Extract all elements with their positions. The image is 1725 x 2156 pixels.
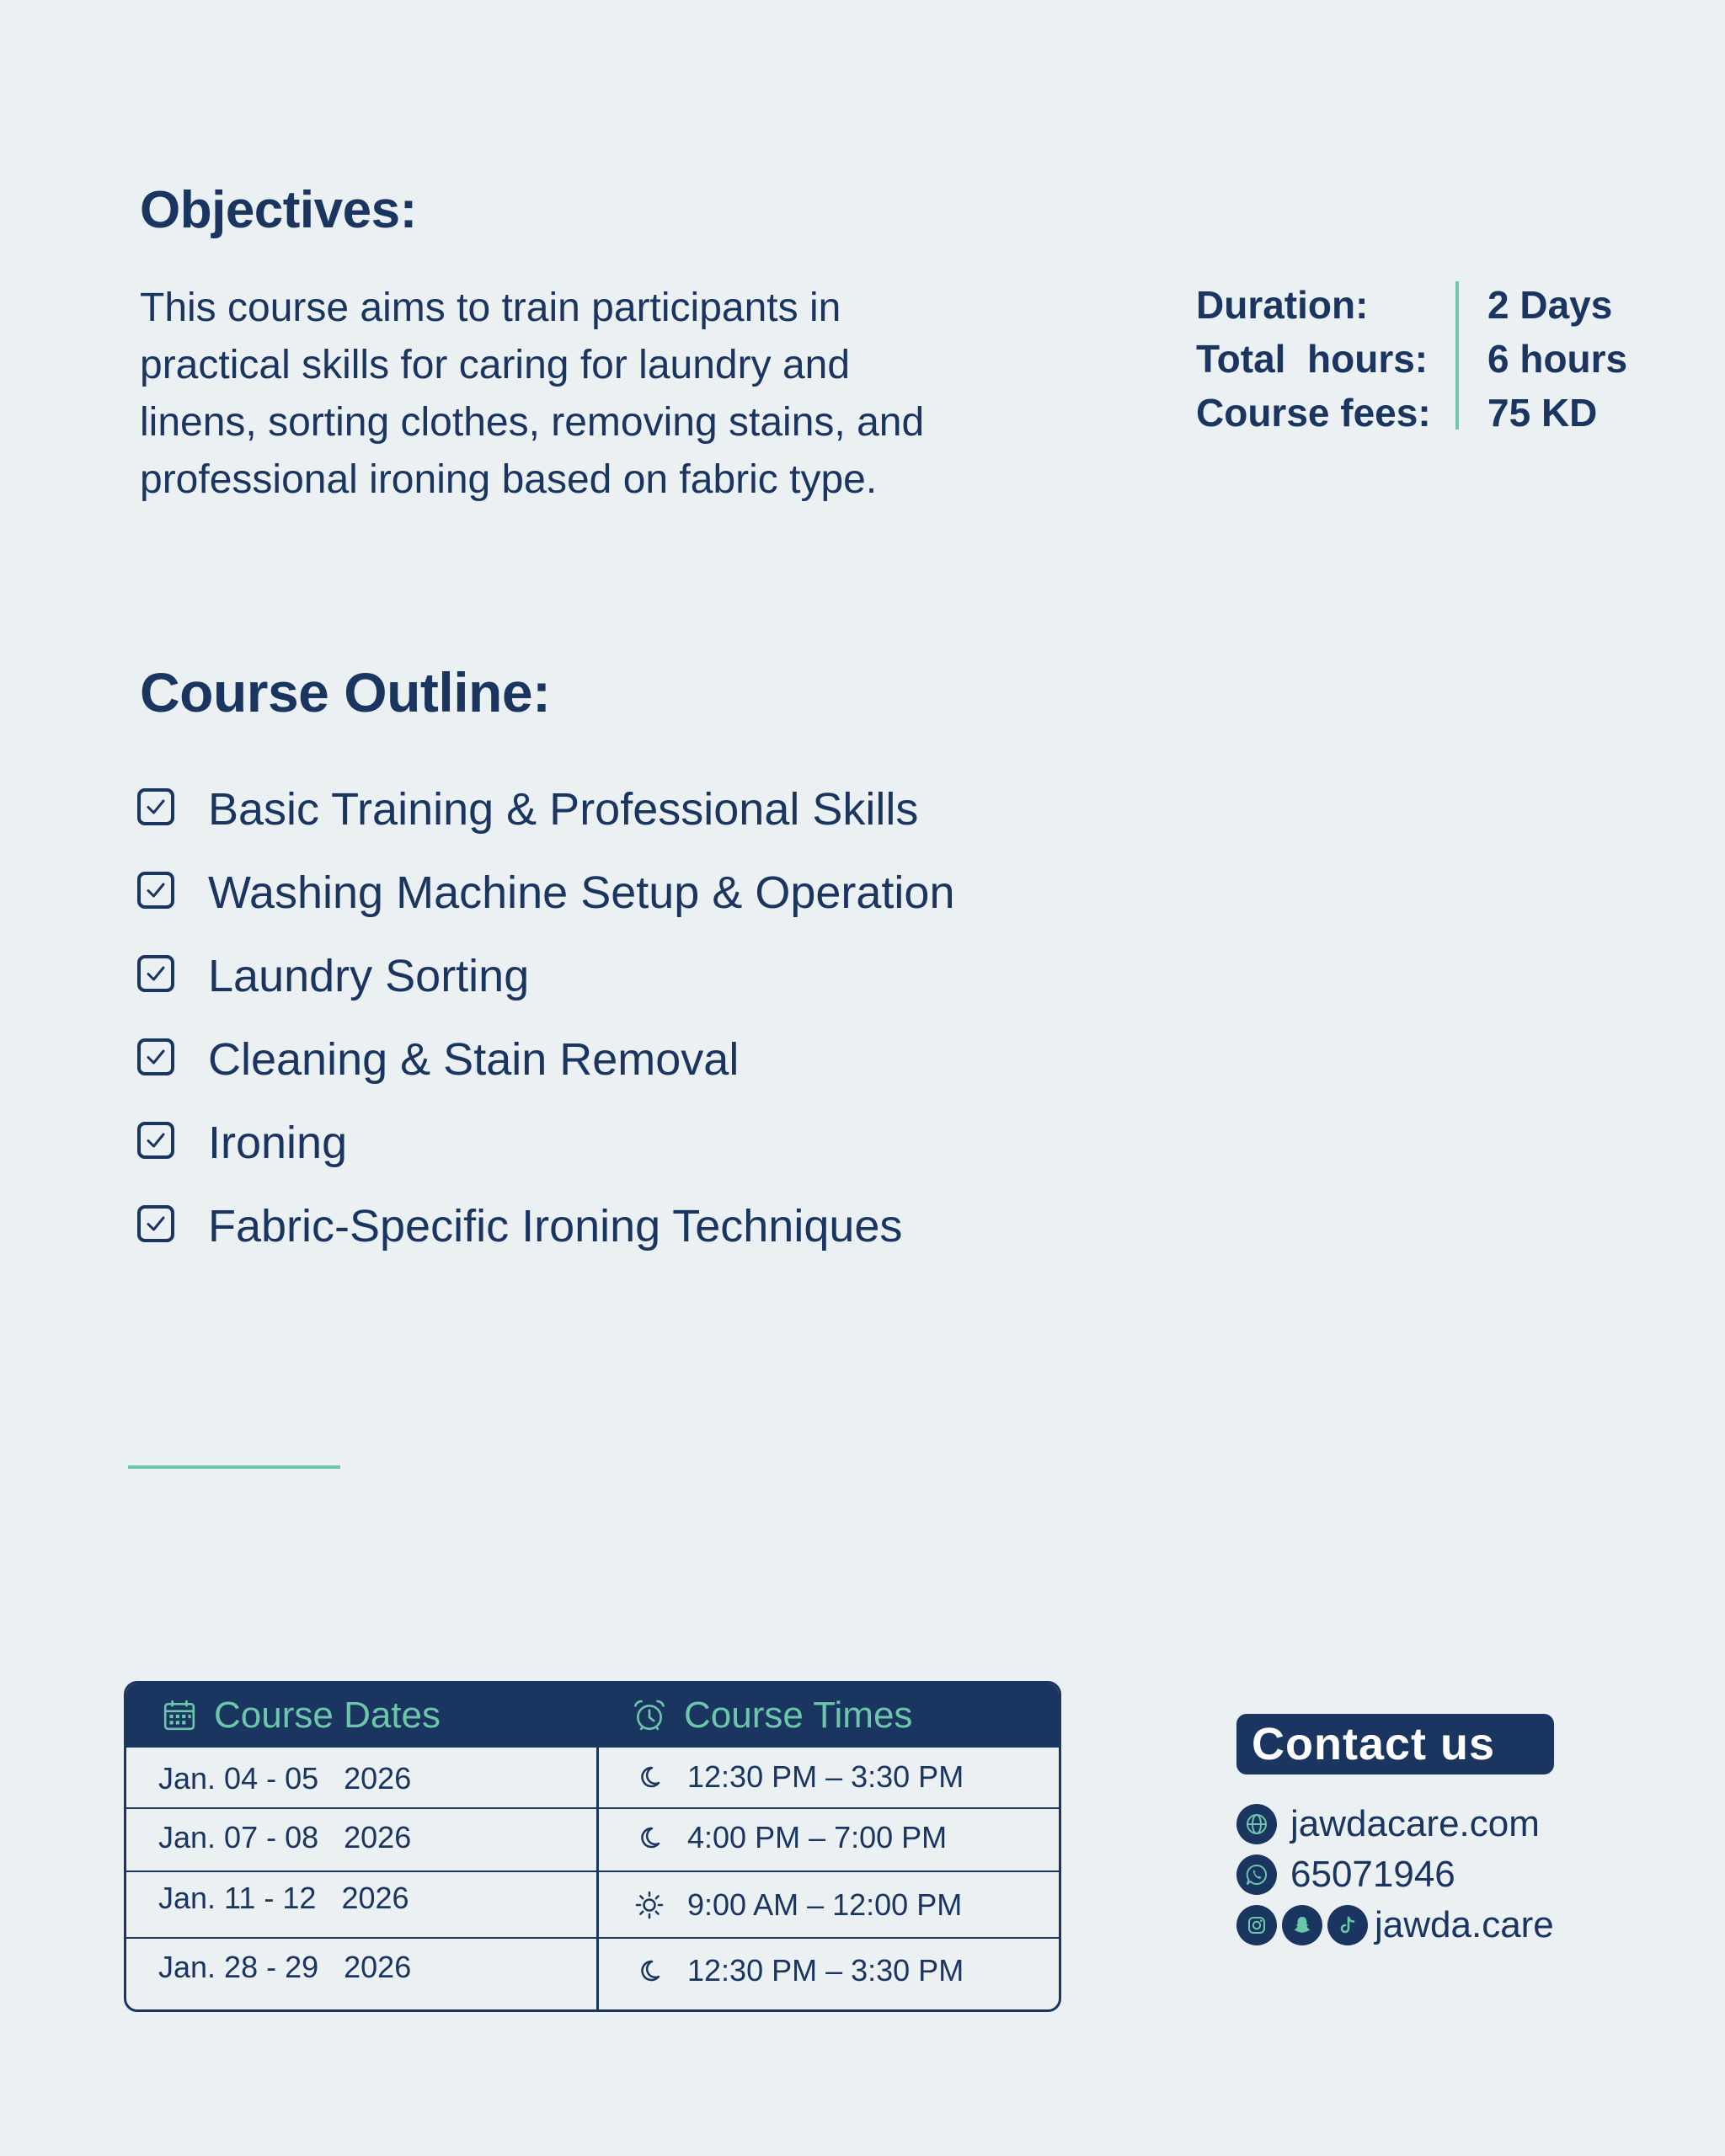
times-header-cell — [632, 1684, 912, 1748]
total-hours-value: 6 hours — [1487, 337, 1628, 381]
accent-divider — [128, 1465, 340, 1469]
course-fees-value: 75 KD — [1487, 391, 1598, 435]
course-outline-heading: Course Outline: — [140, 661, 551, 723]
checkbox-checked-icon — [137, 872, 174, 909]
checkbox-checked-icon — [137, 1038, 174, 1075]
times-header-label: Course Times — [684, 1694, 913, 1736]
outline-item — [137, 782, 955, 865]
sun-icon — [635, 1891, 664, 1919]
checkbox-checked-icon — [137, 1205, 174, 1242]
checkbox-checked-icon — [137, 1122, 174, 1159]
outline-item — [137, 1032, 955, 1115]
row-divider — [126, 1870, 1059, 1872]
social-handle[interactable]: jawda.care — [1375, 1904, 1554, 1945]
website-contact[interactable] — [1236, 1801, 1540, 1848]
dates-header-label: Course Dates — [214, 1694, 441, 1736]
outline-item-label: Washing Machine Setup & Operation — [208, 867, 955, 918]
outline-item — [137, 1198, 955, 1282]
course-date: Jan. 11 - 12 2026 — [158, 1881, 409, 1915]
phone-number[interactable]: 65071946 — [1290, 1854, 1455, 1895]
course-date: Jan. 28 - 29 2026 — [158, 1950, 412, 1984]
snapchat-icon[interactable] — [1282, 1905, 1322, 1945]
phone-contact[interactable] — [1236, 1851, 1455, 1898]
schedule-column-divider — [596, 1748, 599, 2012]
duration-value: 2 Days — [1487, 283, 1613, 327]
course-time: 9:00 AM – 12:00 PM — [687, 1887, 963, 1922]
tiktok-icon[interactable] — [1327, 1905, 1368, 1945]
instagram-icon[interactable] — [1236, 1905, 1277, 1945]
outline-item-label: Basic Training & Professional Skills — [208, 784, 919, 835]
duration-label: Duration: — [1196, 283, 1369, 327]
moon-icon — [635, 1956, 664, 1985]
course-outline-list — [137, 782, 955, 1282]
objectives-text: This course aims to train participants in practical skills for caring for laundry and linens, sorting clothes, removing stains, and professional ironing based on fabric type. — [140, 286, 925, 502]
website-link[interactable]: jawdacare.com — [1290, 1803, 1540, 1844]
course-time: 12:30 PM – 3:30 PM — [687, 1759, 964, 1794]
whatsapp-icon — [1236, 1854, 1277, 1895]
info-divider — [1455, 281, 1459, 430]
course-time: 4:00 PM – 7:00 PM — [687, 1820, 948, 1854]
globe-icon — [1236, 1804, 1277, 1844]
dates-header-cell — [162, 1684, 441, 1748]
row-divider — [126, 1807, 1059, 1809]
course-date: Jan. 04 - 05 2026 — [158, 1761, 412, 1796]
row-divider — [126, 1937, 1059, 1939]
info-labels — [1196, 278, 1449, 440]
outline-item-label: Cleaning & Stain Removal — [208, 1034, 740, 1085]
outline-item-label: Laundry Sorting — [208, 951, 530, 1001]
schedule-header — [126, 1684, 1059, 1748]
schedule-table — [124, 1681, 1061, 2012]
checkbox-checked-icon — [137, 788, 174, 825]
course-date: Jan. 07 - 08 2026 — [158, 1820, 412, 1854]
checkbox-checked-icon — [137, 955, 174, 992]
outline-item-label: Fabric-Specific Ironing Techniques — [208, 1201, 903, 1251]
outline-item-label: Ironing — [208, 1118, 348, 1168]
moon-icon — [635, 1763, 664, 1791]
social-contact[interactable] — [1236, 1902, 1554, 1949]
course-fees-label: Course fees: — [1196, 391, 1431, 435]
outline-item — [137, 1115, 955, 1198]
course-time: 12:30 PM – 3:30 PM — [687, 1953, 964, 1988]
objectives-heading: Objectives: — [140, 181, 417, 239]
outline-item — [137, 865, 955, 948]
outline-item — [137, 948, 955, 1032]
info-values — [1487, 278, 1706, 440]
alarm-clock-icon — [632, 1698, 667, 1733]
contact-us-badge: Contact us — [1236, 1714, 1554, 1774]
calendar-icon — [162, 1698, 197, 1733]
moon-icon — [635, 1823, 664, 1852]
total-hours-label: Total hours: — [1196, 337, 1429, 381]
